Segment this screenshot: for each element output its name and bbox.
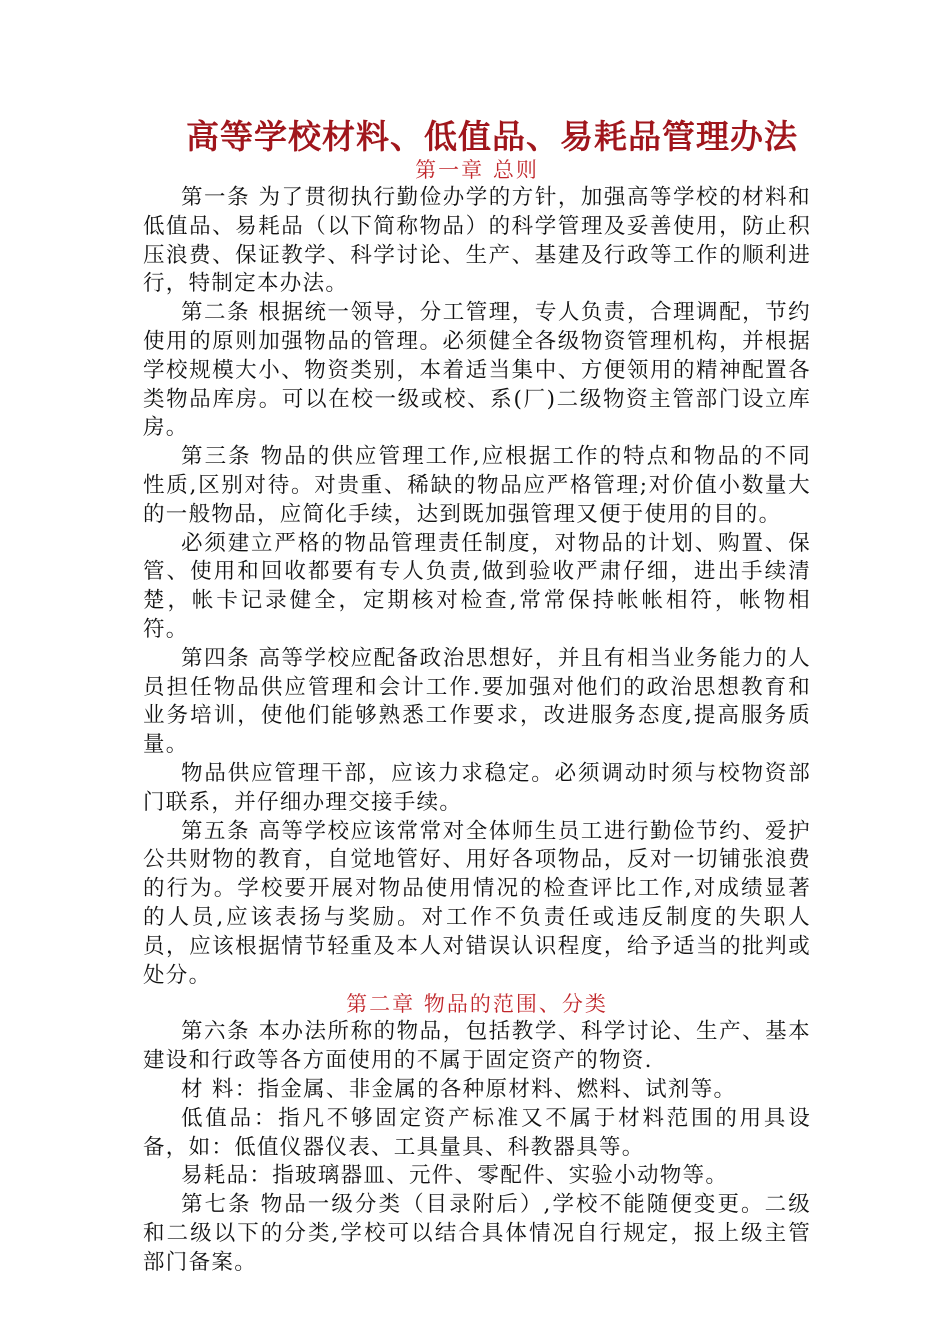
article-4: 第四条 高等学校应配备政治思想好，并且有相当业务能力的人员担任物品供应管理和会计工作.要加强对他们的政治思想教育和业务培训，使他们能够熟悉工作要求，改进服务态度,提高服务质量。 [143, 645, 811, 758]
chapter-heading: 第二章 物品的范围、分类 [346, 992, 608, 1017]
article-4-continued: 物品供应管理干部，应该力求稳定。必须调动时须与校物资部门联系，并仔细办理交接手续。 [143, 760, 811, 815]
article-1: 第一条 为了贯彻执行勤俭办学的方针，加强高等学校的材料和低值品、易耗品（以下简称物品）的科学管理及妥善使用，防止积压浪费、保证教学、科学讨论、生产、基建及行政等工作的顺利进行，特制定本办法。 [143, 185, 811, 297]
chapter-1 [143, 156, 811, 990]
article-3: 第三条 物品的供应管理工作,应根据工作的特点和物品的不同性质,区别对待。对贵重、稀缺的物品应严格管理;对价值小数量大的一般物品，应简化手续，达到既加强管理又便于使用的目的。 [143, 444, 811, 527]
article-2: 第二条 根据统一领导，分工管理，专人负责，合理调配，节约使用的原则加强物品的管理。必须健全各级物资管理机构，并根据学校规模大小、物资类别，本着适当集中、方便领用的精神配置各类物品库房。可以在校一级或校、系(厂)二级物资主管部门设立库房。 [143, 300, 811, 441]
article-5: 第五条 高等学校应该常常对全体师生员工进行勤俭节约、爱护公共财物的教育，自觉地管好、用好各项物品，反对一切铺张浪费的行为。学校要开展对物品使用情况的检查评比工作,对成绩显著的人员,应该表扬与奖励。对工作不负责任或违反制度的失职人员，应该根据情节轻重及本人对错误认识程度，给予适当的批判或处分。 [143, 818, 811, 988]
article-6: 第六条 本办法所称的物品，包括教学、科学讨论、生产、基本建设和行政等各方面使用的不属于固定资产的物资. [143, 1019, 811, 1074]
article-7: 第七条 物品一级分类（目录附后）,学校不能随便变更。二级和二级以下的分类,学校可以结合具体情况自行规定，报上级主管部门备案。 [143, 1192, 811, 1275]
definition-low-value-items: 低值品：指凡不够固定资产标准又不属于材料范围的用具设备，如：低值仪器仪表、工具量具、科教器具等。 [143, 1105, 811, 1160]
chapter-2 [143, 990, 811, 1277]
chapter-heading: 第一章 总则 [415, 158, 539, 182]
definition-consumables: 易耗品：指玻璃器皿、元件、零配件、实验小动物等。 [181, 1163, 729, 1189]
definition-materials: 材 料：指金属、非金属的各种原材料、燃料、试剂等。 [181, 1076, 737, 1102]
document-page [143, 118, 811, 1277]
document-title: 高等学校材料、低值品、易耗品管理办法 [186, 117, 798, 156]
article-3-continued: 必须建立严格的物品管理责任制度，对物品的计划、购置、保管、使用和回收都要有专人负责,做到验收严肃仔细，进出手续清楚，帐卡记录健全，定期核对检查,常常保持帐帐相符，帐物相符。 [143, 530, 811, 642]
